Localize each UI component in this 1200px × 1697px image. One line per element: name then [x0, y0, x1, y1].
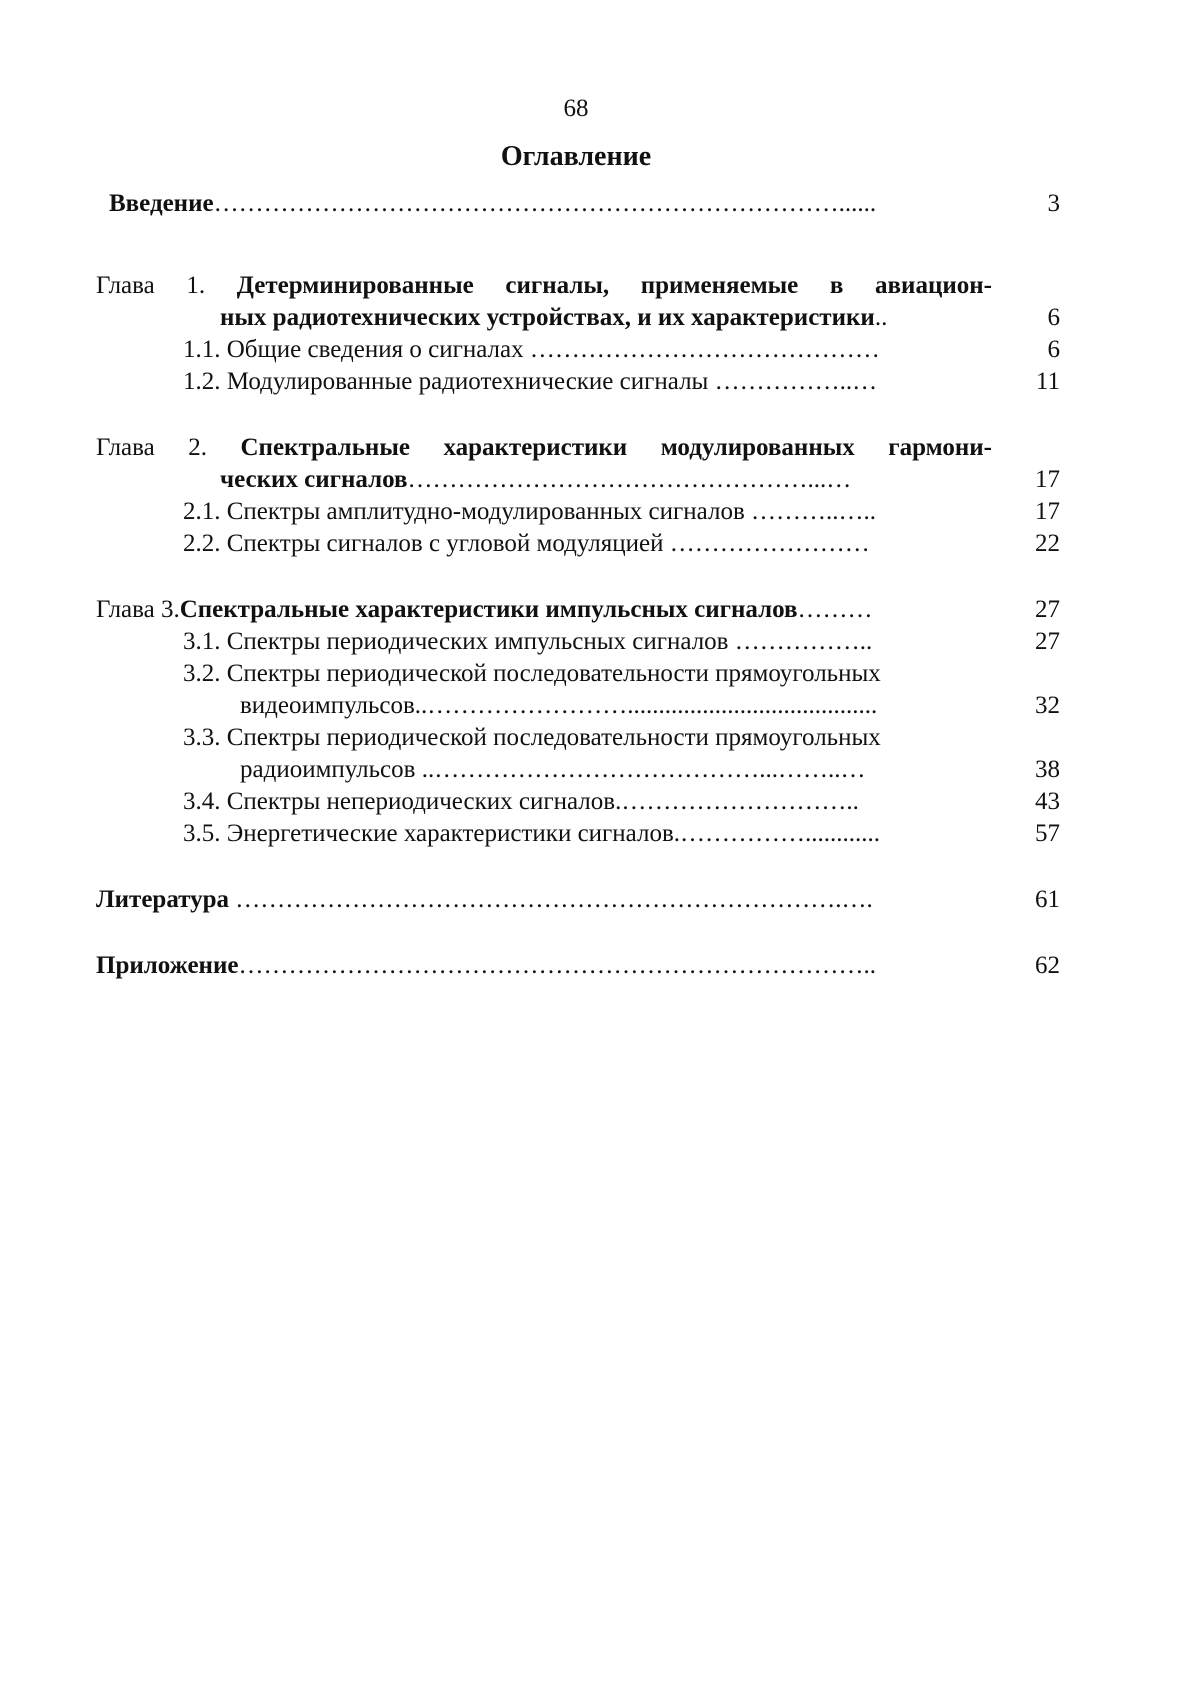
- toc-section-2-2-text: 2.2. Спектры сигналов с угловой модуляцией ……………………: [183, 530, 870, 557]
- toc-section-3-2-line1[interactable]: [0, 658, 1200, 690]
- toc-literature-title: Литература: [96, 886, 230, 913]
- toc-section-3-5-page: 57: [1035, 820, 1060, 847]
- toc-chapter2-title-line1: Спектральные характеристики модулированных гармони-: [240, 434, 992, 461]
- toc-section-2-2[interactable]: [0, 528, 1200, 560]
- toc-literature-page: 61: [1035, 886, 1060, 913]
- toc-section-3-5-text: 3.5. Энергетические характеристики сигналов.……………............: [183, 820, 881, 847]
- toc-intro-leader: …………………………………………………………………......: [213, 190, 877, 217]
- toc-section-1-2-page: 11: [1035, 368, 1060, 395]
- toc-chapter2-heading: [96, 432, 992, 464]
- toc-section-3-2-line2[interactable]: [0, 690, 1200, 722]
- toc-appendix-text: [96, 950, 876, 982]
- toc-chapter3-label: Глава 3.: [96, 596, 180, 623]
- toc-section-3-1-page: 27: [1035, 628, 1060, 655]
- toc-section-3-5[interactable]: [0, 818, 1200, 850]
- toc-chapter1-leader: ..: [874, 304, 888, 331]
- toc-section-3-4-text: 3.4. Спектры непериодических сигналов.………………………..: [183, 788, 859, 815]
- toc-chapter2-label: Глава 2.: [96, 434, 207, 461]
- toc-section-3-3-line2-text: радиоимпульсов ..…………………………………...……..…: [240, 756, 866, 783]
- toc-section-2-1-page: 17: [1035, 498, 1060, 525]
- toc-chapter1-title-line1: Детерминированные сигналы, применяемые в авиацион-: [236, 272, 992, 299]
- toc-chapter3-page: 27: [1035, 596, 1060, 623]
- toc-chapter3[interactable]: [0, 594, 1200, 626]
- toc-entry-intro[interactable]: [0, 188, 1200, 220]
- toc-chapter3-text: [96, 594, 873, 626]
- toc-chapter1-page: 6: [1047, 304, 1060, 331]
- toc-section-1-2[interactable]: [0, 366, 1200, 398]
- toc-section-1-1-text: 1.1. Общие сведения о сигналах ……………………………………: [183, 336, 880, 363]
- toc-chapter1-heading: [96, 270, 992, 302]
- toc-chapter2-leader: …………………………………………...…: [407, 466, 852, 493]
- toc-intro-page: 3: [1047, 190, 1060, 217]
- toc-section-3-3-page: 38: [1035, 756, 1060, 783]
- toc-chapter2-line1[interactable]: [0, 432, 1200, 464]
- toc-section-2-1-text: 2.1. Спектры амплитудно-модулированных сигналов ………..…..: [183, 498, 876, 525]
- toc-literature-leader: ……………………………………………………………….….: [229, 886, 873, 913]
- toc-section-1-1-page: 6: [1047, 336, 1060, 363]
- toc-section-3-4-page: 43: [1035, 788, 1060, 815]
- toc-entry-literature[interactable]: [0, 884, 1200, 916]
- toc-section-3-3-line1[interactable]: [0, 722, 1200, 754]
- toc-chapter2-line2[interactable]: [0, 464, 1200, 496]
- toc-section-3-2-line2-text: видеоимпульсов..……………………........................................: [240, 692, 878, 719]
- page-number: 68: [563, 95, 589, 122]
- toc-entry-intro-text: [109, 188, 876, 220]
- toc-section-2-1[interactable]: [0, 496, 1200, 528]
- toc-chapter1-line2-text: [220, 302, 887, 334]
- toc-chapter3-title: Спектральные характеристики импульсных сигналов: [179, 596, 798, 623]
- toc-section-1-2-text: 1.2. Модулированные радиотехнические сигналы ……………..…: [183, 368, 878, 395]
- toc-chapter1-title-line2: ных радиотехнических устройствах, и их характеристики: [220, 304, 875, 331]
- toc-chapter1-line1[interactable]: [0, 270, 1200, 302]
- toc-appendix-leader: …………………………………………………………………..: [238, 952, 876, 979]
- toc-section-3-1[interactable]: [0, 626, 1200, 658]
- toc-chapter2-line2-text: [220, 464, 851, 496]
- toc-intro-title: Введение: [109, 190, 214, 217]
- toc-section-3-4[interactable]: [0, 786, 1200, 818]
- toc-section-1-1[interactable]: [0, 334, 1200, 366]
- toc-entry-appendix[interactable]: [0, 950, 1200, 982]
- toc-appendix-page: 62: [1035, 952, 1060, 979]
- toc-section-3-3-line2[interactable]: [0, 754, 1200, 786]
- toc-chapter1-label: Глава 1.: [96, 272, 206, 299]
- toc-title: Оглавление: [500, 141, 652, 172]
- toc-section-3-2-page: 32: [1035, 692, 1060, 719]
- toc-section-3-2-line1-text: 3.2. Спектры периодической последовательности прямоугольных: [183, 660, 881, 687]
- toc-appendix-title: Приложение: [96, 952, 239, 979]
- toc-chapter2-page: 17: [1035, 466, 1060, 493]
- toc-chapter3-leader: ………: [797, 596, 873, 623]
- toc-section-3-1-text: 3.1. Спектры периодических импульсных сигналов ……………..: [183, 628, 873, 655]
- toc-literature-text: [96, 884, 873, 916]
- toc-chapter2-title-line2: ческих сигналов: [220, 466, 408, 493]
- toc-section-2-2-page: 22: [1035, 530, 1060, 557]
- toc-chapter1-line2[interactable]: [0, 302, 1200, 334]
- toc-section-3-3-line1-text: 3.3. Спектры периодической последовательности прямоугольных: [183, 724, 881, 751]
